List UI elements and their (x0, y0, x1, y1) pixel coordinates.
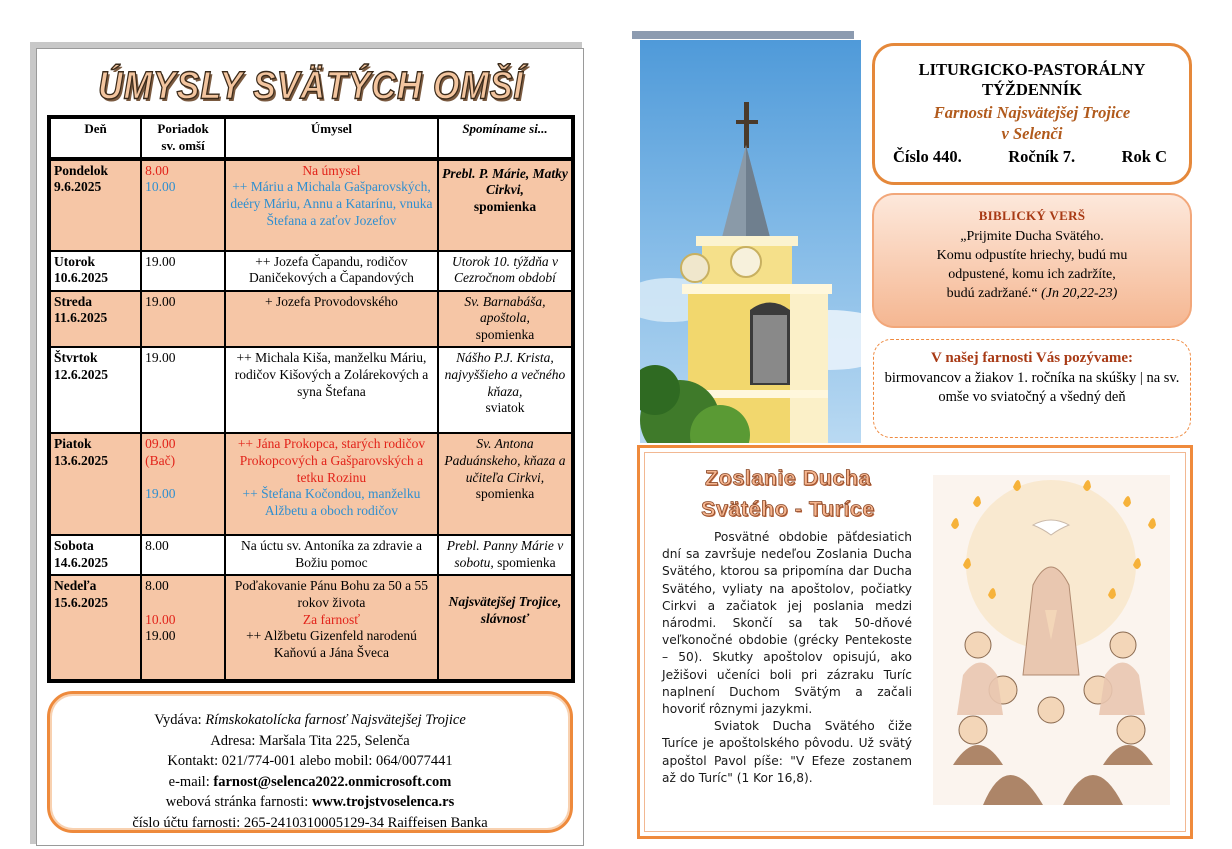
pentecost-paragraph: Sviatok Ducha Svätého čiže Turíce je apoštolského pôvodu. Už svätý apoštol Pavol píše: "V Efeze zostanem až do Turíc" (1 Kor 16,8). (662, 719, 912, 785)
publisher-contact-box (47, 691, 573, 833)
memorial-text: Sv. Antona Paduánskeho, kňaza a učiteľa Cirkvi, (444, 435, 566, 485)
email-line (50, 772, 570, 793)
mass-time: 10.00 (145, 611, 176, 627)
pentecost-paragraph: Posvätné obdobie päťdesiatich dní sa završuje nedeľou Zoslania Ducha Svätého, ktorou sa pripomína dar Ducha Svätého, vyliaty na apoštolov, počiatky Cirkvi a začiatok jej poslania medzi národmi. Skončí sa tak 50-dňové veľkonočné obdobie (grécky Pentekoste – 50). Skutky apoštolov opisujú, ako Ježišovi učeníci boli pri zázraku Turíc naplnení Duchom Svätým a začali hovoriť rôznymi jazykmi. (662, 530, 912, 717)
day-date: 15.6.2025 (54, 594, 108, 610)
mass-time: 09.00 (145, 435, 176, 451)
page-title (37, 64, 585, 108)
time-cell: 8.00 (141, 535, 225, 575)
day-cell (49, 291, 141, 347)
intent-text: Za farnosť (302, 611, 361, 627)
day-name: Piatok (54, 435, 92, 451)
day-date: 10.6.2025 (54, 270, 108, 286)
church-tower-illustration (640, 40, 861, 443)
day-date: 14.6.2025 (54, 554, 108, 570)
mass-time: 19.00 (145, 486, 176, 502)
day-cell (49, 575, 141, 681)
liturgical-year: Rok C (1121, 147, 1167, 166)
invitation-text: birmovancov a žiakov 1. ročníka na skúšky | na sv. omše vo sviatočný a všedný deň (884, 369, 1180, 405)
publisher-label: Vydáva: (154, 712, 202, 728)
website-link[interactable]: www.trojstvoselenca.rs (311, 794, 455, 810)
intent-text: ++ Máriu a Michala Gašparovských, deéry Máriu, Annu a Katarínu, vnuka Štefana a zaťov Jozefov (230, 179, 433, 228)
memorial-rank: spomienka (497, 554, 556, 570)
time-cell: 19.00 (141, 251, 225, 291)
header-time-line1: Poriadok (157, 121, 209, 136)
header-time (141, 117, 225, 159)
day-cell (49, 535, 141, 575)
verse-line (874, 284, 1190, 303)
verse-text: budú zadržané.“ (946, 286, 1038, 301)
table-row (49, 575, 573, 681)
table-row (49, 291, 573, 347)
pentecost-article (637, 445, 1193, 839)
mass-time: 19.00 (145, 628, 176, 644)
day-name: Utorok (54, 253, 96, 269)
time-cell (141, 575, 225, 681)
intent-cell: ++ Michala Kiša, manželku Máriu, rodičov Kišových a Zolárekových a syna Štefana (225, 347, 438, 433)
issue-info-row (875, 144, 1189, 167)
memorial-cell (438, 159, 573, 251)
header-day: Deň (49, 117, 141, 159)
email-link[interactable]: farnost@selenca2022.onmicrosoft.com (213, 773, 452, 790)
memorial-rank: sviatok (485, 400, 525, 416)
header-time-line2: sv. omší (161, 137, 205, 153)
mass-place: (Bač) (145, 452, 176, 468)
day-name: Nedeľa (54, 577, 97, 593)
time-cell: 19.00 (141, 347, 225, 433)
time-cell (141, 159, 225, 251)
day-date: 13.6.2025 (54, 452, 108, 468)
address-line: Adresa: Maršala Tita 225, Selenča (210, 732, 410, 749)
photo-border (632, 31, 854, 39)
bible-verse-heading: BIBLICKÝ VERŠ (978, 208, 1086, 223)
day-name: Sobota (54, 537, 94, 553)
table-row (49, 159, 573, 251)
header-memorial: Spomíname si... (438, 117, 573, 159)
intent-cell: ++ Jozefa Čapandu, rodičov Daničekových a Čapandových (225, 251, 438, 291)
publisher-name: Rímskokatolícka farnosť Najsvätejšej Trojice (205, 712, 466, 728)
memorial-rank: spomienka (473, 199, 537, 215)
page-title-text: ÚMYSLY SVÄTÝCH OMŠÍ (98, 64, 524, 108)
day-name: Štvrtok (54, 349, 98, 365)
day-name: Pondelok (54, 162, 109, 178)
day-cell (49, 251, 141, 291)
intent-text: Na úmysel (302, 162, 361, 178)
mass-time: 8.00 (145, 577, 169, 593)
pentecost-title-line2: Svätého - Turíce (701, 497, 875, 521)
memorial-cell (438, 433, 573, 535)
header-intent: Úmysel (225, 117, 438, 159)
intent-text: ++ Jána Prokopca, starých rodičov Prokopcových a Gašparovských a tetku Rozinu (237, 435, 426, 485)
memorial-rank: spomienka (475, 327, 535, 343)
table-row (49, 347, 573, 433)
mass-intentions-page (36, 48, 584, 846)
phone-line: Kontakt: 021/774-001 alebo mobil: 064/0077441 (167, 753, 453, 769)
memorial-text: Prebl. P. Márie, Matky Cirkvi, (442, 165, 568, 198)
mass-time: 8.00 (145, 162, 169, 178)
memorial-text: Sv. Barnabáša, apoštola, (464, 293, 546, 326)
email-label: e-mail: (168, 773, 210, 790)
mass-intentions-table (47, 115, 575, 683)
memorial-cell: Utorok 10. týždňa v Cezročnom období (438, 251, 573, 291)
memorial-cell (438, 535, 573, 575)
newsletter-header-box (872, 43, 1192, 185)
table-row (49, 433, 573, 535)
intent-text: Poďakovanie Pánu Bohu za 50 a 55 rokov života (234, 577, 429, 610)
day-date: 9.6.2025 (54, 179, 102, 195)
time-cell (141, 433, 225, 535)
day-cell (49, 347, 141, 433)
pentecost-body (662, 529, 912, 787)
verse-line: odpustené, komu ich zadržíte, (948, 267, 1116, 282)
memorial-cell (438, 347, 573, 433)
intent-cell: + Jozefa Provodovského (225, 291, 438, 347)
memorial-cell (438, 291, 573, 347)
intent-text: ++ Alžbetu Gizenfeld narodenú Kaňovú a Jána Šveca (246, 628, 417, 661)
table-row (49, 535, 573, 575)
web-line (50, 792, 570, 813)
pentecost-illustration (933, 475, 1170, 805)
memorial-text: Nášho P.J. Krista, najvyššieho a večného kňaza, (444, 349, 566, 399)
newsletter-title-line2: TÝŽDENNÍK (982, 80, 1082, 99)
memorial-cell: Najsvätejšej Trojice, slávnosť (438, 575, 573, 681)
memorial-text: Prebl. Panny Márie v sobotu, (446, 537, 564, 570)
day-cell (49, 159, 141, 251)
bible-verse-box (872, 193, 1192, 328)
invitation-box (873, 339, 1191, 438)
pentecost-title (668, 463, 908, 525)
volume-number: Ročník 7. (1008, 147, 1076, 166)
invitation-heading: V našej farnosti Vás pozývame: (931, 350, 1133, 366)
intent-cell (225, 575, 438, 681)
pentecost-title-line1: Zoslanie Ducha (705, 466, 871, 490)
mass-time: 10.00 (145, 179, 176, 195)
day-name: Streda (54, 293, 93, 309)
verse-reference: (Jn 20,22-23) (1041, 286, 1118, 301)
church-tower-photo (640, 40, 861, 443)
publisher-line (50, 710, 570, 731)
account-line: číslo účtu farnosti: 265-2410310005129-34 Raiffeisen Banka (132, 814, 488, 831)
web-label: webová stránka farnosti: (165, 794, 309, 810)
parish-name-line1: Farnosti Najsvätejšej Trojice (933, 103, 1131, 122)
memorial-rank: spomienka (475, 486, 535, 502)
table-header-row (49, 117, 573, 159)
day-date: 11.6.2025 (54, 310, 108, 326)
verse-line: Komu odpustíte hriechy, budú mu (936, 248, 1128, 263)
day-date: 12.6.2025 (54, 366, 108, 382)
day-cell (49, 433, 141, 535)
intent-cell (225, 159, 438, 251)
intent-cell (225, 433, 438, 535)
intent-cell: Na úctu sv. Antoníka za zdravie a Božiu pomoc (225, 535, 438, 575)
intent-text: ++ Štefana Kočondou, manželku Alžbetu a oboch rodičov (242, 486, 421, 519)
table-row (49, 251, 573, 291)
issue-number: Číslo 440. (893, 147, 962, 166)
verse-line: „Prijmite Ducha Svätého. (960, 229, 1104, 244)
newsletter-title-line1: LITURGICKO-PASTORÁLNY (918, 60, 1146, 79)
parish-name-line2: v Selenči (1001, 124, 1063, 143)
time-cell: 19.00 (141, 291, 225, 347)
